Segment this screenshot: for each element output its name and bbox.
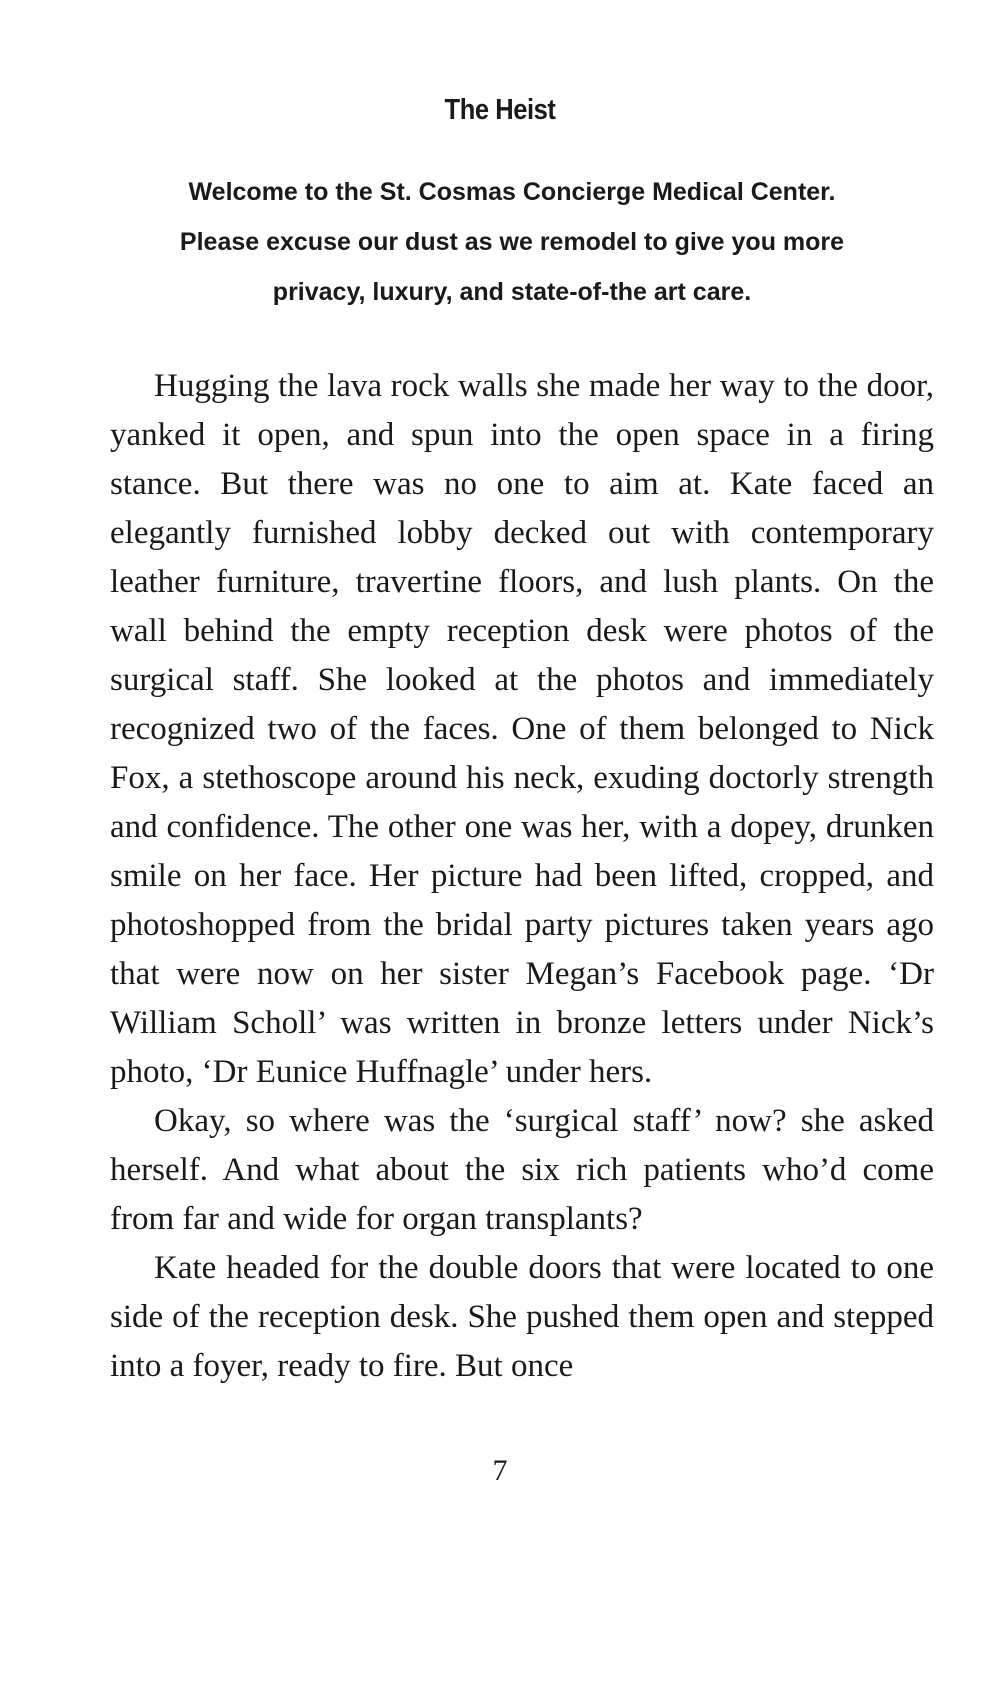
- page-number: 7: [492, 1454, 508, 1487]
- paragraph: Kate headed for the double doors that were located to one side of the reception desk. She pushed them open and stepped into a foyer, ready to fire. But once: [110, 1250, 934, 1384]
- notice-line: Please excuse our dust as we remodel to give you more: [179, 228, 845, 256]
- paragraph: Okay, so where was the ‘surgical staff’ now? she asked herself. And what about the six rich patients who’d come from far and wide for organ transplants?: [110, 1103, 934, 1237]
- notice-line: Welcome to the St. Cosmas Concierge Medical Center.: [188, 178, 836, 206]
- body-text: [110, 362, 934, 1391]
- paragraph: Hugging the lava rock walls she made her way to the door, yanked it open, and spun into the open space in a firing stance. But there was no one to aim at. Kate faced an elegantly furnished lobby decked out with contemporary leather furniture, travertine floors, and lush plants. On the wall behind the empty reception desk were photos of the surgical staff. She looked at the photos and immediately recognized two of the faces. One of them belonged to Nick Fox, a stethoscope around his neck, exuding doctorly strength and confidence. The other one was her, with a dopey, drunken smile on her face. Her picture had been lifted, cropped, and photoshopped from the bridal party pictures taken years ago that were now on her sister Megan’s Facebook page. ‘Dr William Scholl’ was written in bronze letters under Nick’s photo, ‘Dr Eunice Huffnagle’ under hers.: [110, 368, 934, 1090]
- sign-notice: [100, 167, 924, 317]
- notice-line: privacy, luxury, and state-of-the art care.: [272, 278, 752, 306]
- running-head-title: The Heist: [444, 94, 556, 126]
